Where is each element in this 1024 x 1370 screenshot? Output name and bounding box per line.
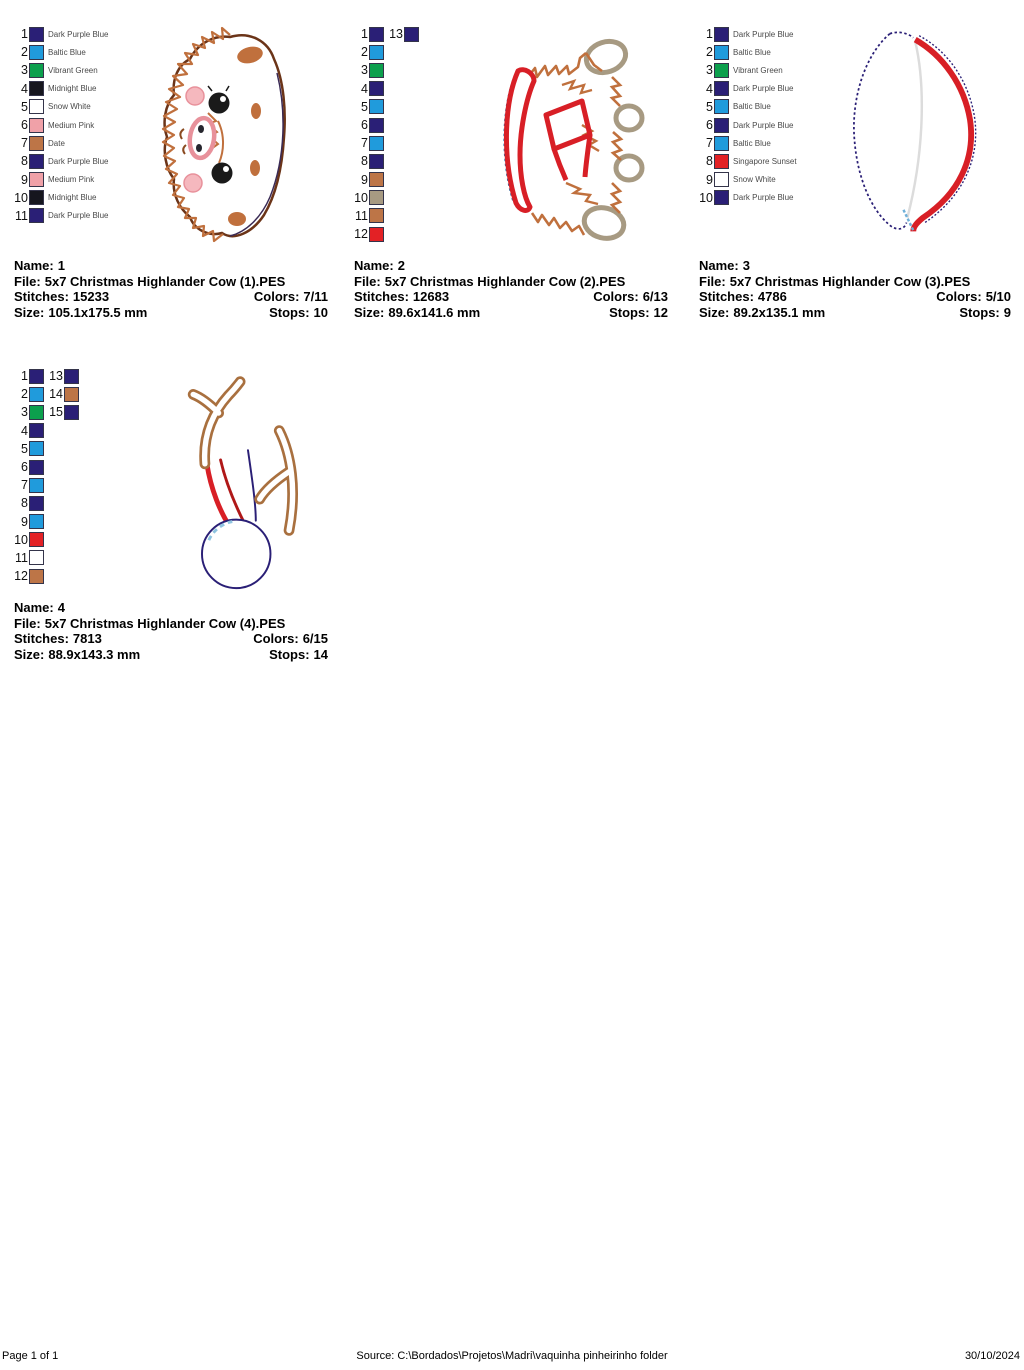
thread-row [354, 152, 419, 170]
design-name-line [699, 258, 1011, 274]
santa-hat-brim-embroidery-image [823, 22, 1024, 247]
thread-row [14, 458, 79, 476]
name-label: Name: [354, 258, 394, 273]
thread-row [14, 61, 108, 79]
thread-color-name: Medium Pink [48, 120, 95, 130]
thread-swatch [29, 496, 44, 511]
size-label: Size: [699, 304, 730, 320]
santa-hat-brim-thumbnail [823, 22, 1024, 247]
thread-swatch [29, 208, 44, 223]
thread-color-name: Midnight Blue [48, 193, 97, 203]
thread-color-list [14, 25, 108, 225]
file-value: 5x7 Christmas Highlander Cow (4).PES [44, 615, 286, 631]
thread-swatch [714, 172, 729, 187]
thread-swatch [29, 478, 44, 493]
size-stops-line [354, 305, 668, 321]
cow-face-thumbnail [134, 25, 339, 250]
stitches-colors-line [14, 289, 328, 305]
thread-swatch [369, 227, 384, 242]
thread-number: 1 [361, 27, 368, 42]
thread-row [699, 134, 797, 152]
cow-body-thumbnail [466, 25, 671, 250]
thread-row [354, 80, 419, 98]
thread-swatch [64, 387, 79, 402]
thread-row [14, 25, 108, 43]
thread-swatch [29, 190, 44, 205]
thread-swatch [714, 118, 729, 133]
design-file-line [354, 274, 668, 290]
thread-swatch [29, 460, 44, 475]
thread-row [14, 440, 79, 458]
colors-value: 6/15 [302, 631, 328, 647]
name-value: 3 [742, 258, 750, 273]
stitches-label: Stitches: [354, 289, 409, 305]
thread-color-name: Snow White [48, 102, 91, 112]
thread-swatch [29, 369, 44, 384]
thread-swatch [369, 136, 384, 151]
file-value: 5x7 Christmas Highlander Cow (3).PES [729, 273, 971, 289]
thread-color-name: Baltic Blue [733, 47, 771, 57]
stops-label: Stops: [269, 304, 310, 320]
thread-row [699, 43, 797, 61]
thread-color-name: Dark Purple Blue [48, 211, 109, 221]
thread-color-name: Dark Purple Blue [733, 120, 794, 130]
cow-body-embroidery-image [466, 25, 671, 250]
thread-swatch [29, 514, 44, 529]
thread-swatch [29, 63, 44, 78]
thread-swatch [714, 190, 729, 205]
thread-number: 11 [355, 208, 368, 223]
thread-number: 11 [15, 550, 28, 565]
stops-value: 14 [313, 646, 328, 662]
thread-number: 4 [706, 81, 713, 96]
thread-swatch [29, 172, 44, 187]
size-label: Size: [14, 304, 45, 320]
thread-row [699, 61, 797, 79]
design-name-line [14, 258, 328, 274]
thread-number: 8 [21, 154, 28, 169]
source-path: Source: C:\Bordados\Projetos\Madri\vaquinha pinheirinho folder [356, 1350, 668, 1362]
thread-color-name: Baltic Blue [48, 47, 86, 57]
thread-swatch [29, 550, 44, 565]
name-value: 1 [57, 258, 65, 273]
thread-row [14, 494, 79, 512]
design-file-line [14, 274, 328, 290]
thread-number: 10 [699, 190, 713, 205]
thread-number: 5 [361, 99, 368, 114]
thread-number: 13 [389, 27, 403, 42]
thread-number: 7 [361, 136, 368, 151]
colors-label: Colors: [253, 289, 300, 305]
name-value: 2 [397, 258, 405, 273]
antlers-pompom-embroidery-image [144, 368, 349, 593]
thread-swatch [29, 45, 44, 60]
thread-swatch [29, 441, 44, 456]
stops-value: 12 [653, 304, 668, 320]
name-value: 4 [57, 600, 65, 615]
thread-row [14, 549, 79, 567]
thread-row [699, 98, 797, 116]
stitches-label: Stitches: [14, 631, 69, 647]
size-label: Size: [354, 304, 385, 320]
thread-color-name: Vibrant Green [733, 65, 783, 75]
thread-swatch [714, 63, 729, 78]
thread-number: 6 [21, 460, 28, 475]
size-value: 89.6x141.6 mm [388, 304, 481, 320]
thread-number: 8 [21, 496, 28, 511]
thread-color-list [14, 367, 79, 585]
thread-row [699, 80, 797, 98]
thread-row [14, 207, 108, 225]
stops-label: Stops: [959, 304, 1000, 320]
thread-color-name: Vibrant Green [48, 65, 98, 75]
thread-swatch [64, 369, 79, 384]
thread-row [699, 116, 797, 134]
thread-number: 1 [21, 27, 28, 42]
thread-number: 3 [361, 63, 368, 78]
thread-row [354, 225, 419, 243]
thread-row [14, 567, 79, 585]
thread-swatch [29, 154, 44, 169]
thread-color-name: Date [48, 138, 65, 148]
thread-row [354, 189, 419, 207]
stitches-value: 12683 [412, 289, 450, 305]
thread-swatch [369, 81, 384, 96]
thread-number: 15 [49, 405, 63, 420]
thread-number: 5 [21, 99, 28, 114]
thread-number: 4 [21, 423, 28, 438]
thread-row [699, 152, 797, 170]
thread-color-name: Baltic Blue [733, 138, 771, 148]
thread-swatch [29, 118, 44, 133]
size-value: 105.1x175.5 mm [48, 304, 148, 320]
thread-number: 2 [21, 45, 28, 60]
colors-label: Colors: [253, 631, 299, 647]
thread-row [354, 98, 419, 116]
thread-number: 9 [21, 514, 28, 529]
thread-color-name: Dark Purple Blue [48, 156, 109, 166]
name-label: Name: [14, 258, 54, 273]
thread-row [354, 134, 419, 152]
stitches-label: Stitches: [14, 289, 69, 305]
file-value: 5x7 Christmas Highlander Cow (2).PES [384, 273, 626, 289]
colors-value: 5/10 [985, 289, 1011, 305]
thread-number: 2 [706, 45, 713, 60]
thread-number: 7 [706, 136, 713, 151]
size-value: 89.2x135.1 mm [733, 304, 826, 320]
size-label: Size: [14, 646, 45, 662]
thread-row [354, 25, 419, 43]
thread-row [14, 116, 108, 134]
page-number: Page 1 of 1 [2, 1350, 59, 1362]
thread-number: 10 [354, 190, 368, 205]
cow-face-embroidery-image [134, 25, 339, 250]
design-metadata [354, 258, 668, 320]
thread-swatch [369, 63, 384, 78]
thread-number: 10 [14, 190, 28, 205]
thread-color-name: Dark Purple Blue [48, 29, 109, 39]
thread-color-name: Midnight Blue [48, 84, 97, 94]
thread-swatch [29, 387, 44, 402]
thread-swatch [29, 423, 44, 438]
thread-row [14, 531, 79, 549]
thread-row [14, 171, 108, 189]
thread-number: 6 [21, 118, 28, 133]
thread-swatch [369, 154, 384, 169]
thread-swatch [29, 532, 44, 547]
thread-number: 8 [706, 154, 713, 169]
thread-swatch [369, 208, 384, 223]
thread-swatch [714, 154, 729, 169]
thread-row [14, 403, 79, 421]
design-card [14, 362, 328, 692]
thread-number: 8 [361, 154, 368, 169]
thread-row [14, 476, 79, 494]
design-card [14, 20, 328, 350]
thread-color-name: Baltic Blue [733, 102, 771, 112]
colors-value: 6/13 [642, 289, 668, 305]
design-file-line [699, 274, 1011, 290]
thread-number: 12 [14, 569, 28, 584]
thread-color-name: Singapore Sunset [733, 156, 797, 166]
design-card [354, 20, 668, 350]
thread-row [14, 152, 108, 170]
thread-row [14, 134, 108, 152]
thread-swatch [714, 99, 729, 114]
stops-label: Stops: [609, 304, 650, 320]
design-metadata [699, 258, 1011, 320]
thread-number: 6 [706, 118, 713, 133]
thread-number: 3 [706, 63, 713, 78]
thread-number: 2 [21, 387, 28, 402]
size-stops-line [14, 305, 328, 321]
stops-value: 10 [313, 304, 328, 320]
thread-number: 3 [21, 405, 28, 420]
file-label: File: [699, 273, 726, 289]
thread-number: 5 [706, 99, 713, 114]
thread-swatch [369, 190, 384, 205]
thread-number: 7 [21, 136, 28, 151]
thread-swatch [29, 99, 44, 114]
thread-number: 10 [14, 532, 28, 547]
thread-row [14, 385, 79, 403]
thread-number: 4 [21, 81, 28, 96]
thread-number: 5 [21, 441, 28, 456]
thread-swatch [369, 45, 384, 60]
design-name-line [14, 600, 328, 616]
thread-swatch [369, 27, 384, 42]
thread-number: 9 [706, 172, 713, 187]
thread-number: 13 [49, 369, 63, 384]
thread-swatch [369, 99, 384, 114]
design-card [699, 20, 1011, 350]
thread-number: 12 [354, 227, 368, 242]
thread-swatch [369, 118, 384, 133]
thread-row [14, 513, 79, 531]
thread-swatch [29, 81, 44, 96]
thread-number: 3 [21, 63, 28, 78]
thread-swatch [29, 136, 44, 151]
thread-row [14, 189, 108, 207]
file-label: File: [14, 273, 41, 289]
thread-swatch [714, 81, 729, 96]
thread-row [354, 43, 419, 61]
design-file-line [14, 616, 328, 632]
print-date: 30/10/2024 [964, 1350, 1020, 1362]
thread-swatch [404, 27, 419, 42]
thread-row [354, 207, 419, 225]
thread-color-list [699, 25, 797, 207]
stops-value: 9 [1003, 304, 1011, 320]
thread-row [14, 98, 108, 116]
thread-color-list [354, 25, 419, 243]
thread-swatch [29, 569, 44, 584]
size-stops-line [14, 647, 328, 663]
thread-row [699, 189, 797, 207]
thread-swatch [29, 405, 44, 420]
thread-number: 9 [21, 172, 28, 187]
thread-color-name: Dark Purple Blue [733, 29, 794, 39]
thread-row [14, 367, 79, 385]
size-stops-line [699, 305, 1011, 321]
thread-number: 14 [49, 387, 63, 402]
file-value: 5x7 Christmas Highlander Cow (1).PES [44, 273, 286, 289]
thread-color-name: Snow White [733, 175, 776, 185]
thread-row [699, 25, 797, 43]
file-label: File: [14, 615, 41, 631]
thread-number: 1 [21, 369, 28, 384]
thread-swatch [64, 405, 79, 420]
thread-color-name: Dark Purple Blue [733, 193, 794, 203]
thread-number: 11 [15, 208, 28, 223]
thread-swatch [714, 45, 729, 60]
design-name-line [354, 258, 668, 274]
design-metadata [14, 600, 328, 662]
colors-label: Colors: [593, 289, 639, 305]
thread-number: 2 [361, 45, 368, 60]
thread-row [354, 116, 419, 134]
thread-swatch [369, 172, 384, 187]
thread-number: 1 [706, 27, 713, 42]
design-metadata [14, 258, 328, 320]
thread-row [354, 61, 419, 79]
thread-swatch [714, 136, 729, 151]
thread-row [14, 43, 108, 61]
file-label: File: [354, 273, 381, 289]
thread-swatch [714, 27, 729, 42]
stitches-colors-line [354, 289, 668, 305]
thread-color-name: Medium Pink [48, 175, 95, 185]
thread-row [14, 422, 79, 440]
antlers-pompom-thumbnail [144, 368, 349, 593]
thread-color-name: Dark Purple Blue [733, 84, 794, 94]
thread-number: 7 [21, 478, 28, 493]
colors-value: 7/11 [303, 289, 328, 305]
stops-label: Stops: [269, 646, 310, 662]
thread-row [354, 171, 419, 189]
thread-number: 9 [361, 172, 368, 187]
stitches-value: 15233 [72, 289, 110, 305]
colors-label: Colors: [936, 289, 982, 305]
stitches-colors-line [699, 289, 1011, 305]
size-value: 88.9x143.3 mm [48, 646, 141, 662]
stitches-value: 4786 [757, 289, 787, 305]
name-label: Name: [14, 600, 54, 615]
thread-number: 6 [361, 118, 368, 133]
thread-swatch [29, 27, 44, 42]
name-label: Name: [699, 258, 739, 273]
stitches-label: Stitches: [699, 289, 754, 305]
stitches-colors-line [14, 631, 328, 647]
stitches-value: 7813 [72, 631, 102, 647]
thread-row [699, 171, 797, 189]
thread-number: 4 [361, 81, 368, 96]
thread-row [14, 80, 108, 98]
